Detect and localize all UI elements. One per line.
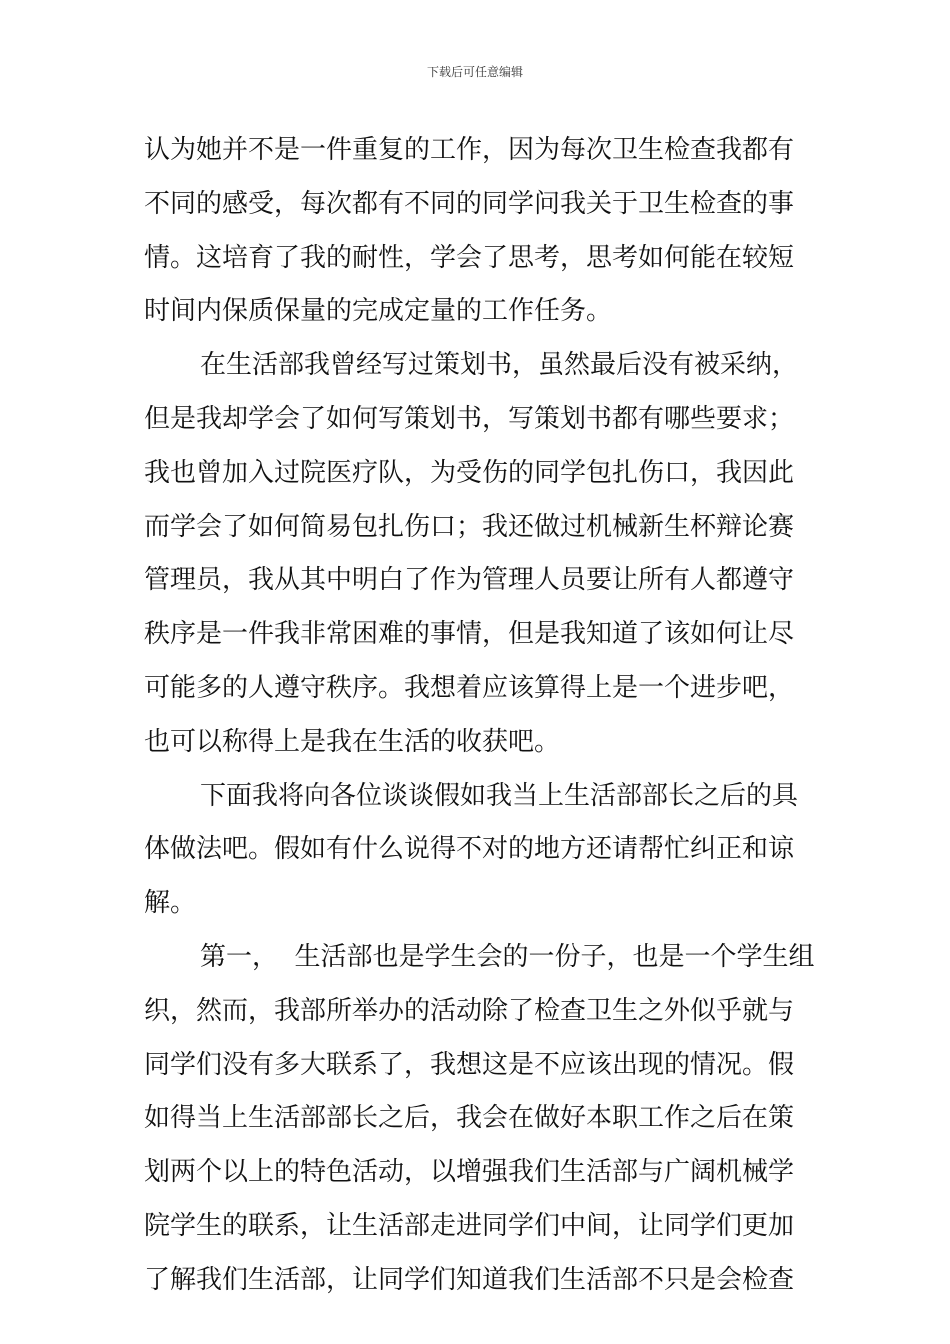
text-line: 认为她并不是一件重复的工作，因为每次卫生检查我都有: [144, 135, 795, 165]
text-line: 管理员，我从其中明白了作为管理人员要让所有人都遵守: [144, 565, 795, 596]
text-line: 织，然而，我部所举办的活动除了检查卫生之外似乎就与: [144, 995, 795, 1026]
body-text: [144, 124, 815, 1308]
text-line: 不同的感受，每次都有不同的同学问我关于卫生检查的事: [144, 188, 795, 219]
page-header: 下载后可任意编辑: [426, 65, 523, 79]
text-line: 但是我却学会了如何写策划书，写策划书都有哪些要求；: [144, 403, 795, 434]
text-line: 院学生的联系，让生活部走进同学们中间，让同学们更加: [144, 1210, 795, 1241]
text-line: 情。这培育了我的耐性，学会了思考，思考如何能在较短: [144, 242, 795, 273]
text-line: 同学们没有多大联系了，我想这是不应该出现的情况。假: [144, 1049, 795, 1080]
text-line: 秩序是一件我非常困难的事情，但是我知道了该如何让尽: [144, 619, 795, 650]
text-line: 我也曾加入过院医疗队，为受伤的同学包扎伤口，我因此: [144, 457, 795, 488]
text-line: 解。: [144, 888, 197, 919]
text-line: 时间内保质保量的完成定量的工作任务。: [144, 296, 613, 327]
text-line: 也可以称得上是我在生活的收获吧。: [144, 726, 561, 757]
text-line: 而学会了如何简易包扎伤口；我还做过机械新生杯辩论赛: [144, 511, 795, 542]
paragraph-first-line: 第一， 生活部也是学生会的一份子，也是一个学生组: [200, 941, 815, 972]
text-line: 可能多的人遵守秩序。我想着应该算得上是一个进步吧，: [144, 672, 795, 703]
paragraph-first-line: 在生活部我曾经写过策划书，虽然最后没有被采纳，: [200, 350, 799, 381]
text-line: 了解我们生活部，让同学们知道我们生活部不只是会检查: [144, 1264, 795, 1295]
text-line: 如得当上生活部部长之后，我会在做好本职工作之后在策: [144, 1103, 795, 1134]
text-line: 体做法吧。假如有什么说得不对的地方还请帮忙纠正和谅: [144, 834, 795, 865]
text-line: 划两个以上的特色活动，以增强我们生活部与广阔机械学: [144, 1157, 795, 1188]
paragraph-first-line: 下面我将向各位谈谈假如我当上生活部部长之后的具: [200, 780, 799, 811]
